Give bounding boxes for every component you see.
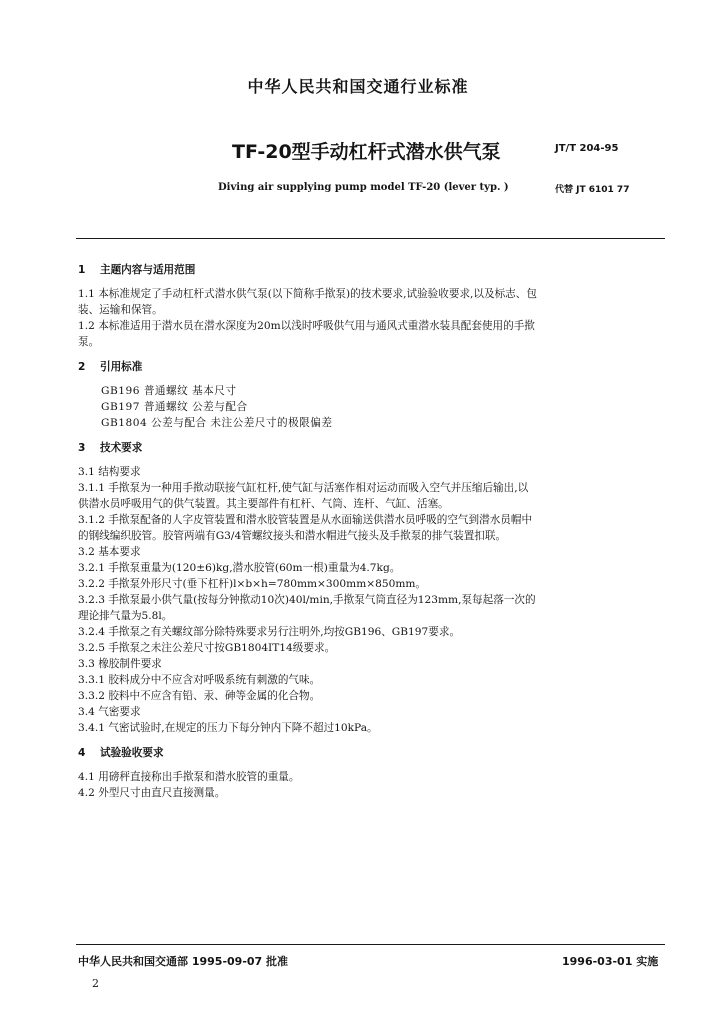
standard-code: JT/T 204-95 [555,143,619,154]
subsection-3-4: 3.4 气密要求 [78,706,141,718]
clause-3-1-1: 3.1.1 手揿泵为一种用手揿动联接气缸杠杆,使气缸与活塞作相对运动而吸入空气并压缩后输出,以 [78,482,529,494]
clause-3-1-2: 3.1.2 手揿泵配备的人字皮管装置和潜水胶管装置是从水面输送供潜水员呼吸的空气到潜水员帽中 [78,514,533,526]
section-heading-3: 3 技术要求 [78,442,143,454]
clause-3-2-2: 3.2.2 手揿泵外形尺寸(垂下杠杆)l×b×h=780mm×300mm×850mm。 [78,578,427,590]
clause-3-2-4: 3.2.4 手揿泵之有关螺纹部分除特殊要求另行注明外,均按GB196、GB197要求。 [78,626,461,638]
clause-4-1: 4.1 用磅秤直接称出手揿泵和潜水胶管的重量。 [78,771,300,783]
reference-gb196: GB196 普通螺纹 基本尺寸 [101,385,237,397]
clause-3-3-2: 3.3.2 胶料中不应含有铅、汞、砷等金属的化合物。 [78,690,321,702]
document-body [78,262,668,801]
clause-1-2: 1.2 本标准适用于潜水员在潜水深度为20m以浅时呼吸供气用与通风式重潜水装具配套使用的手揿 [78,320,535,332]
clause-1-1-cont: 装、运输和保管。 [78,304,163,316]
section-heading-4: 4 试验验收要求 [78,747,164,759]
clause-3-2-3: 3.2.3 手揿泵最小供气量(按每分钟揿动10次)40l/min,手揿泵气筒直径为123mm,泵每起落一次的 [78,594,536,606]
approval-statement: 中华人民共和国交通部 1995-09-07 批准 [78,955,289,968]
reference-gb197: GB197 普通螺纹 公差与配合 [101,401,248,413]
section-heading-1: 1 主题内容与适用范围 [78,264,196,276]
clause-1-1: 1.1 本标准规定了手动杠杆式潜水供气泵(以下简称手揿泵)的技术要求,试验验收要求,以及标志、包 [78,288,537,300]
clause-3-2-3-cont: 理论排气量为5.8l。 [78,610,173,622]
document-title: TF-20型手动杠杆式潜水供气泵 [232,141,501,163]
header-divider [76,238,665,239]
subsection-3-1: 3.1 结构要求 [78,466,141,478]
footer-divider [76,944,665,945]
replaces-standard: 代替 JT 6101 77 [555,185,630,195]
reference-gb1804: GB1804 公差与配合 未注公差尺寸的极限偏差 [101,417,333,429]
clause-3-2-5: 3.2.5 手揿泵之未注公差尺寸按GB1804IT14级要求。 [78,642,336,654]
page-number: 2 [92,977,99,990]
implementation-date: 1996-03-01 实施 [562,955,659,968]
clause-3-3-1: 3.3.1 胶料成分中不应含对呼吸系统有刺激的气味。 [78,674,321,686]
section-heading-2: 2 引用标准 [78,361,143,373]
subsection-3-3: 3.3 橡胶制件要求 [78,658,162,670]
standard-category-header: 中华人民共和国交通行业标准 [247,77,469,96]
clause-4-2: 4.2 外型尺寸由直尺直接测量。 [78,787,226,799]
clause-3-1-1-cont: 供潜水员呼吸用气的供气装置。其主要部件有杠杆、气筒、连杆、气缸、活塞。 [78,498,449,510]
clause-3-2-1: 3.2.1 手揿泵重量为(120±6)kg,潜水胶管(60m一根)重量为4.7kg。 [78,562,401,574]
clause-3-4-1: 3.4.1 气密试验时,在规定的压力下每分钟内下降不超过10kPa。 [78,722,378,734]
subsection-3-2: 3.2 基本要求 [78,546,141,558]
clause-1-2-cont: 泵。 [78,336,100,348]
clause-3-1-2-cont: 的钢线编织胶管。胶管两端有G3/4管螺纹接头和潜水帽进气接头及手揿泵的排气装置扣联。 [78,530,507,542]
english-title: Diving air supplying pump model TF-20 (lever typ. ) [218,182,509,193]
